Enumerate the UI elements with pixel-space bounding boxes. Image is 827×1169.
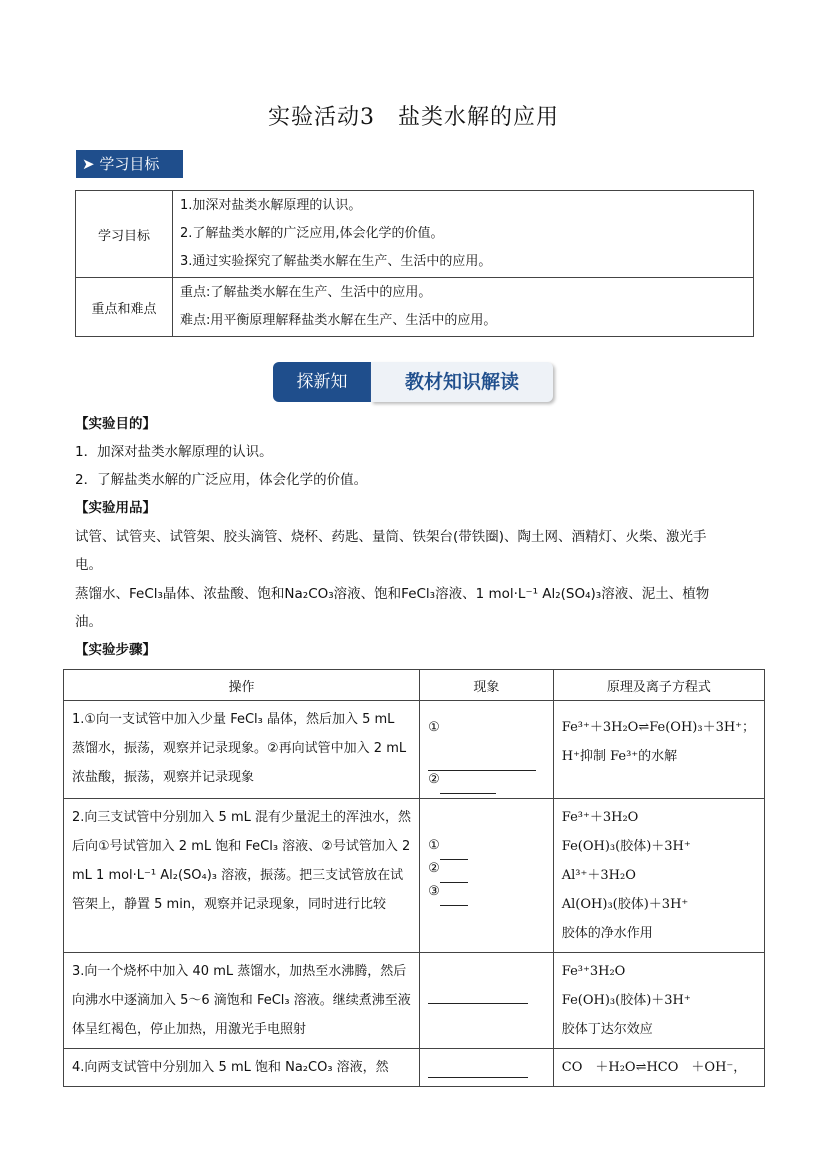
principle-line: H⁺抑制 Fe³⁺的水解	[561, 749, 678, 764]
page-title: 实验活动3 盐类水解的应用	[268, 105, 559, 130]
goals-table	[75, 190, 754, 337]
obs-marker: ③	[428, 884, 440, 899]
principle-line: Fe³⁺＋3H₂O⇌Fe(OH)₃＋3H⁺；	[561, 720, 756, 735]
obs-marker: ②	[428, 772, 440, 787]
answer-blank[interactable]	[428, 1077, 528, 1078]
obs-marker: ②	[428, 861, 440, 876]
goal-item: 3.通过实验探究了解盐类水解在生产、生活中的应用。	[180, 254, 492, 269]
table-row	[64, 701, 765, 799]
materials-heading: 【实验用品】	[75, 500, 156, 516]
table-row	[64, 953, 765, 1049]
materials-line: 电。	[75, 557, 102, 573]
col-header-principle: 原理及离子方程式	[553, 670, 764, 701]
goal-item: 1.加深对盐类水解原理的认识。	[180, 198, 362, 213]
principle-line: Fe(OH)₃(胶体)＋3H⁺	[561, 993, 691, 1008]
steps-heading: 【实验步骤】	[75, 642, 156, 658]
principle-line: Fe(OH)₃(胶体)＋3H⁺	[561, 839, 691, 854]
step-operation: 3.向一个烧杯中加入 40 mL 蒸馏水，加热至水沸腾，然后向沸水中逐滴加入 5～6 滴饱和 FeCl₃ 溶液。继续煮沸至液体呈红褐色，停止加热，用激光手电照射	[64, 953, 420, 1049]
materials-line: 蒸馏水、FeCl₃晶体、浓盐酸、饱和Na₂CO₃溶液、饱和FeCl₃溶液、1 mol·L⁻¹ Al₂(SO₄)₃溶液、泥土、植物	[75, 586, 710, 602]
table-row	[64, 799, 765, 953]
principle-line: Al(OH)₃(胶体)＋3H⁺	[561, 897, 689, 912]
principle-line: Fe³⁺＋3H₂O	[561, 810, 639, 825]
obs-marker: ①	[428, 720, 440, 735]
step-operation: 4.向两支试管中分别加入 5 mL 饱和 Na₂CO₃ 溶液，然	[64, 1049, 420, 1087]
purpose-item: 2．了解盐类水解的广泛应用，体会化学的价值。	[75, 472, 368, 488]
step-operation: 2.向三支试管中分别加入 5 mL 混有少量泥土的浑浊水，然后向①号试管加入 2 mL 饱和 FeCl₃ 溶液、②号试管加入 2 mL 1 mol·L⁻¹ Al₂(SO₄)₃ 溶液，振荡。把三支试管放在试管架上，静置 5 min，观察并记录现象，同时进行比较	[64, 799, 420, 953]
table-row	[64, 1049, 765, 1087]
col-header-operation: 操作	[64, 670, 420, 701]
obs-marker: ①	[428, 838, 440, 853]
materials-line: 油。	[75, 614, 102, 630]
focus-label: 重点和难点	[76, 278, 173, 337]
purpose-item: 1．加深对盐类水解原理的认识。	[75, 444, 273, 460]
materials-line: 试管、试管夹、试管架、胶头滴管、烧杯、药匙、量筒、铁架台(带铁圈)、陶土网、酒精灯、火柴、激光手	[75, 529, 707, 545]
col-header-observation: 现象	[420, 670, 554, 701]
focus-item: 难点:用平衡原理解释盐类水解在生产、生活中的应用。	[180, 313, 497, 328]
principle-line: 胶体的净水作用	[561, 926, 653, 941]
principle-line: CO ＋H₂O⇌HCO ＋OH⁻，	[561, 1060, 747, 1075]
step-operation: 1.①向一支试管中加入少量 FeCl₃ 晶体，然后加入 5 mL 蒸馏水，振荡，观察并记录现象。②再向试管中加入 2 mL 浓盐酸，振荡，观察并记录现象	[64, 701, 420, 799]
principle-line: 胶体丁达尔效应	[561, 1022, 653, 1037]
answer-blank[interactable]	[440, 905, 468, 906]
goal-item: 2.了解盐类水解的广泛应用,体会化学的价值。	[180, 226, 444, 241]
principle-line: Fe³⁺3H₂O	[561, 964, 626, 979]
banner-right: 教材知识解读	[371, 362, 553, 402]
answer-blank[interactable]	[428, 1003, 528, 1004]
section-banner	[273, 362, 553, 402]
purpose-heading: 【实验目的】	[75, 416, 156, 432]
focus-item: 重点:了解盐类水解在生产、生活中的应用。	[180, 285, 432, 300]
banner-left: 探新知	[273, 362, 371, 402]
steps-table	[63, 669, 765, 1087]
principle-line: Al³⁺＋3H₂O	[561, 868, 636, 883]
answer-blank[interactable]	[440, 793, 496, 794]
goals-label: 学习目标	[76, 191, 173, 278]
goals-badge: ➤ 学习目标	[76, 150, 183, 178]
